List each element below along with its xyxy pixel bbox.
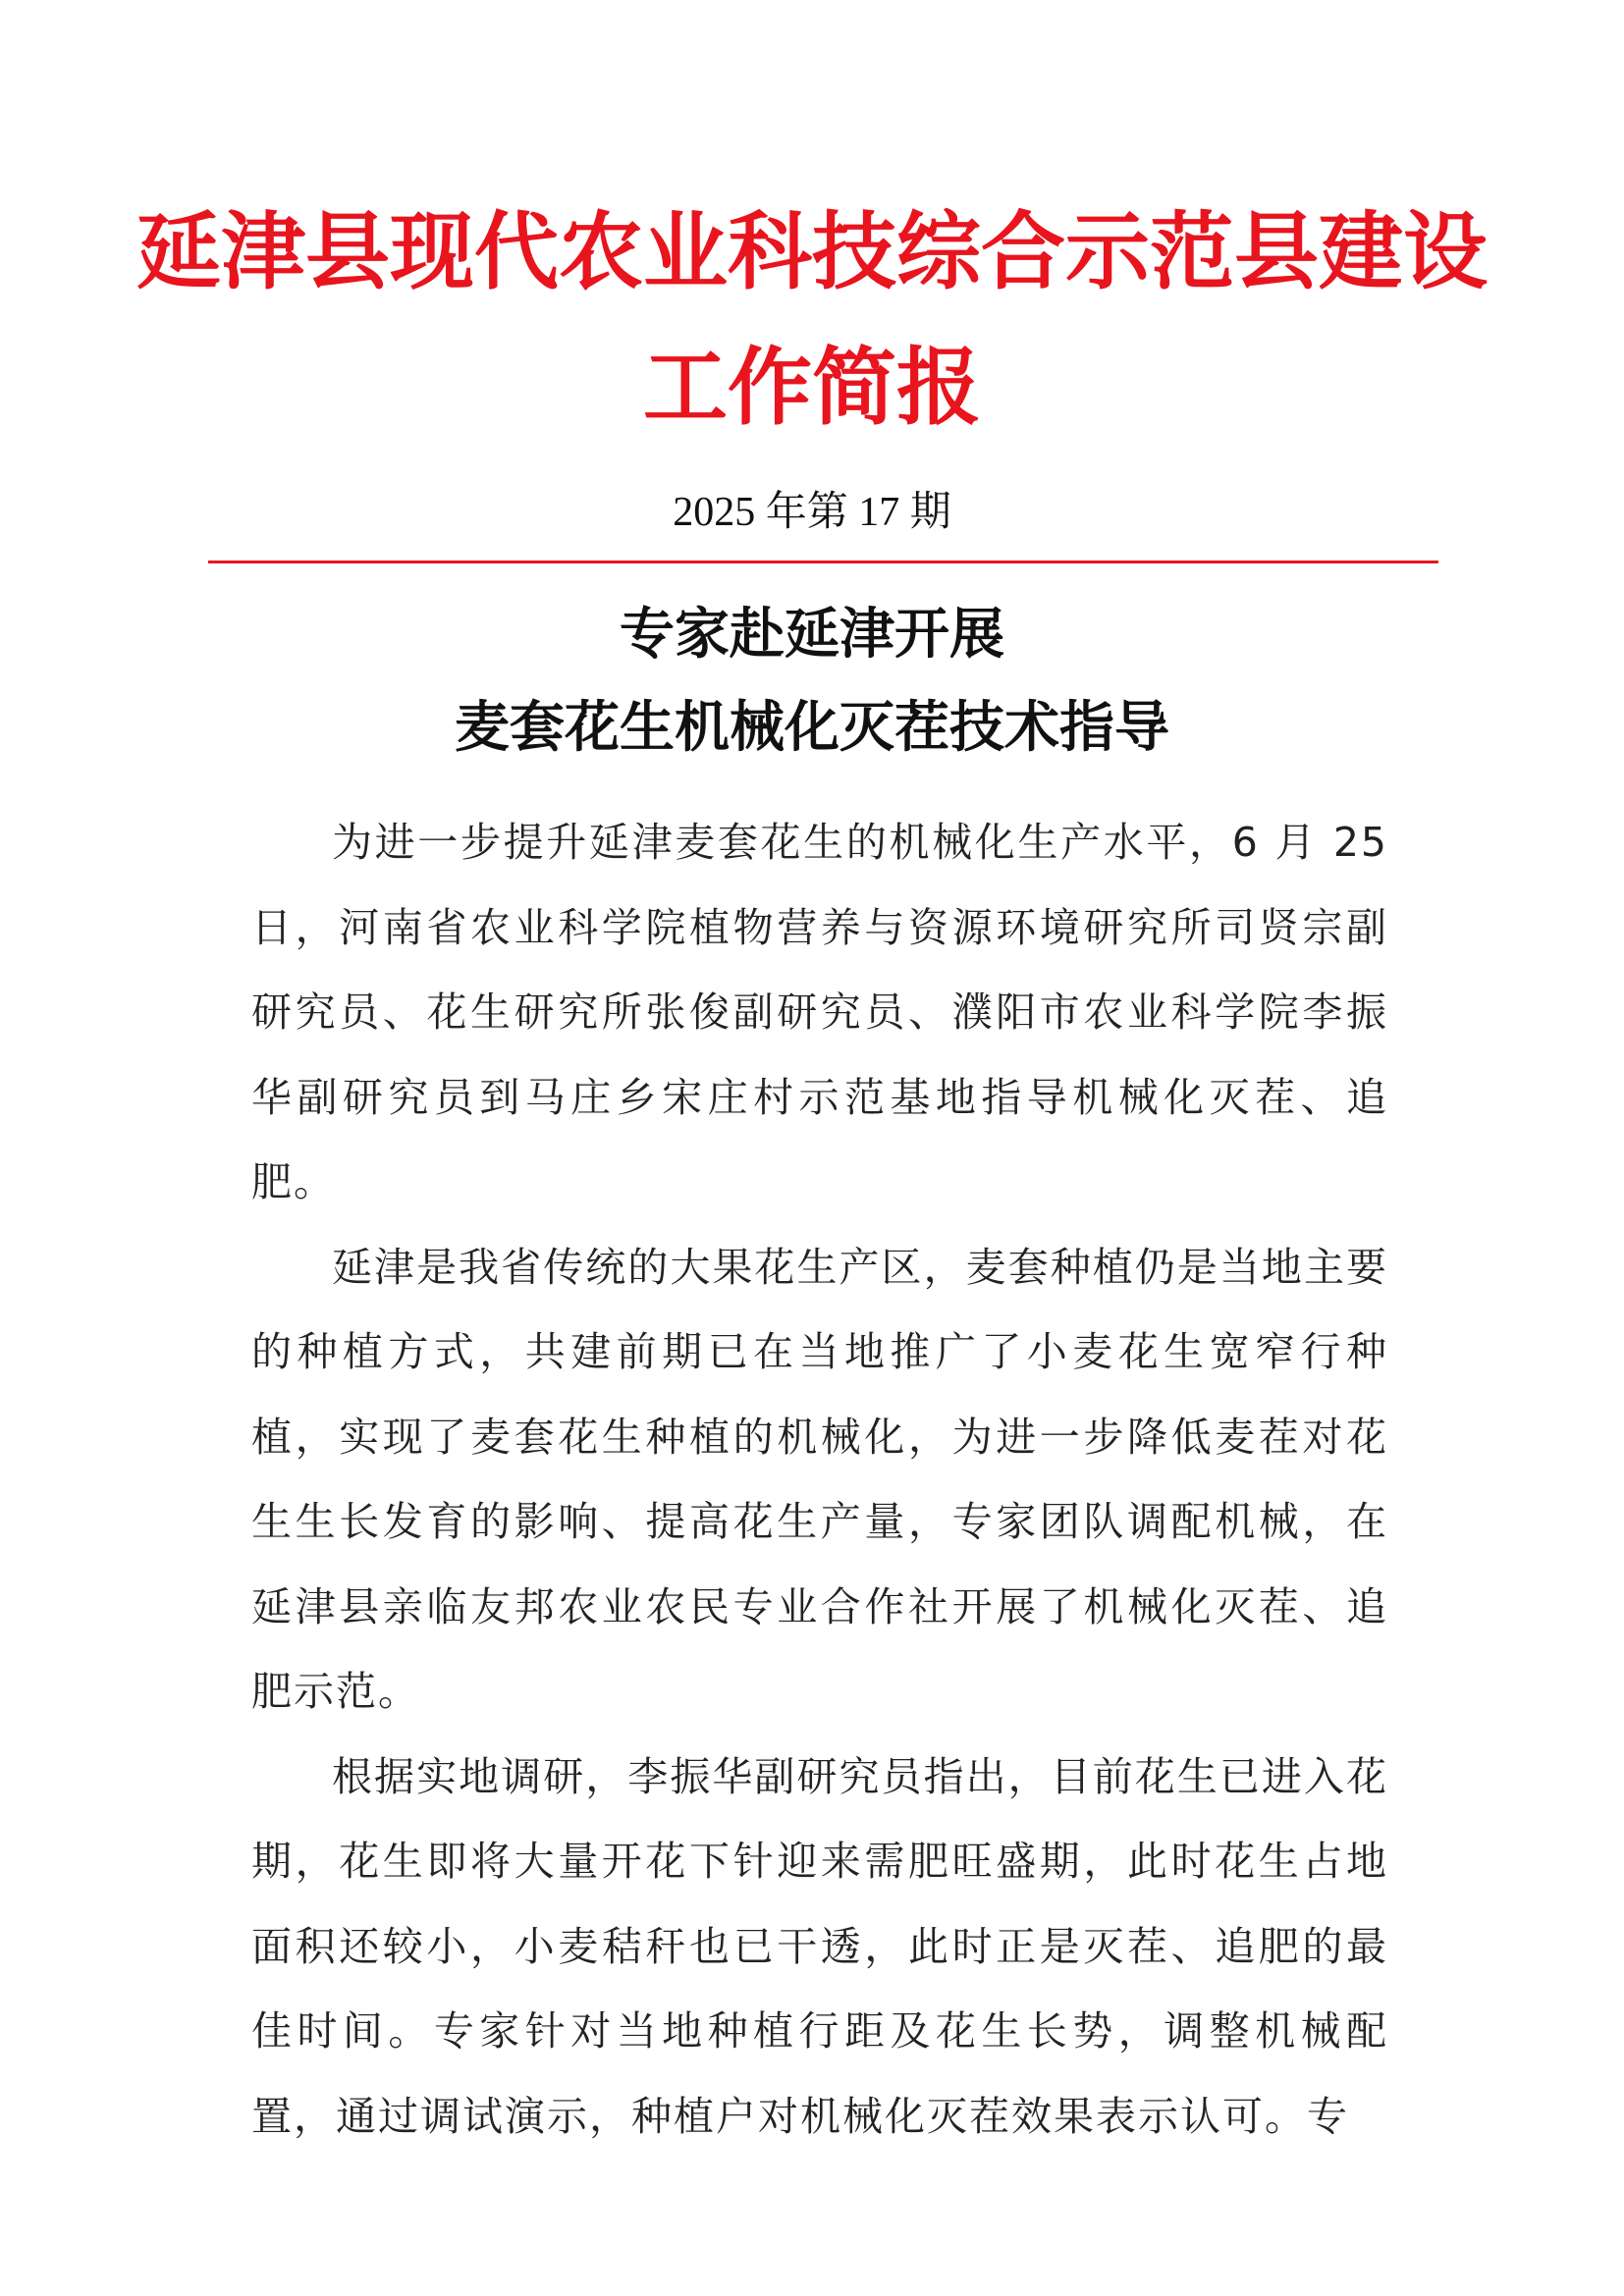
article-headline-line-1: 专家赴延津开展 xyxy=(620,602,1004,667)
issue-number: 2025 年第 17 期 xyxy=(673,490,951,535)
body-paragraph: 延津是我省传统的大果花生产区，麦套种植仍是当地主要的种植方式，共建前期已在当地推广了小麦花生宽窄行种植，实现了麦套花生种植的机械化，为进一步降低麦茬对花生生长发育的影响、提高花生产量，专家团队调配机械，在延津县亲临友邦农业农民专业合作社开展了机械化灭茬、追肥示范。 xyxy=(251,1243,1388,1715)
masthead-title-line-1: 延津县现代农业科技综合示范县建设 xyxy=(136,202,1488,301)
red-divider-rule xyxy=(208,561,1438,563)
article-body xyxy=(251,800,1388,2159)
body-paragraph: 根据实地调研，李振华副研究员指出，目前花生已进入花期，花生即将大量开花下针迎来需肥旺盛期，此时花生占地面积还较小，小麦秸秆也已干透，此时正是灭茬、追肥的最佳时间。专家针对当地种植行距及花生长势，调整机械配置，通过调试演示，种植户对机械化灭茬效果表示认可。专 xyxy=(251,1752,1388,2140)
masthead-title-line-2: 工作简报 xyxy=(643,338,981,437)
article-headline-line-2: 麦套花生机械化灭茬技术指导 xyxy=(455,695,1169,760)
body-paragraph: 为进一步提升延津麦套花生的机械化生产水平，6 月 25 日，河南省农业科学院植物营养与资源环境研究所司贤宗副研究员、花生研究所张俊副研究员、濮阳市农业科学院李振华副研究员到马庄乡宋庄村示范基地指导机械化灭茬、追肥。 xyxy=(251,819,1388,1205)
